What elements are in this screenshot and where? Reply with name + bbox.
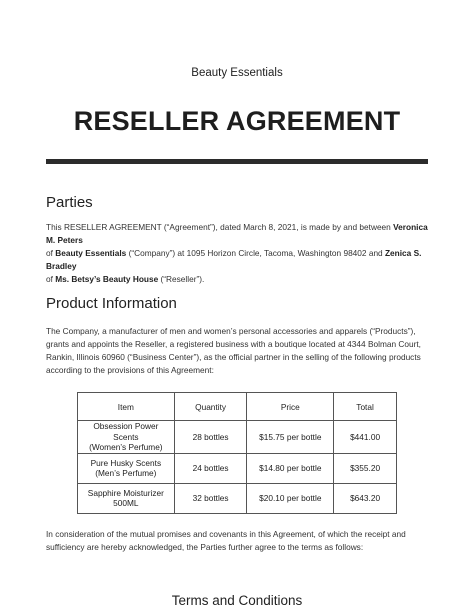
consideration-paragraph: In consideration of the mutual promises and covenants in this Agreement, of which the receipt and sufficiency are hereby acknowledged, the Parties further agree to the terms as follows: xyxy=(46,529,406,552)
terms-heading: Terms and Conditions xyxy=(171,593,303,608)
total-cell: $643.20 xyxy=(334,483,397,513)
total-cell: $355.20 xyxy=(334,453,397,483)
products-table xyxy=(77,392,397,514)
table-row xyxy=(78,453,397,483)
total-cell: $441.00 xyxy=(334,421,397,454)
parties-text-2: of xyxy=(46,248,56,258)
table-row xyxy=(78,421,397,454)
parties-heading: Parties xyxy=(46,194,93,211)
item-cell: Sapphire Moisturizer 500ML xyxy=(78,483,175,513)
partner-name: Zenica S. Bradley xyxy=(46,248,422,271)
header-price: Price xyxy=(247,393,334,421)
product-information-heading: Product Information xyxy=(46,295,177,312)
table-row xyxy=(78,483,397,513)
parties-text-3: (“Company”) at 1095 Horizon Circle, Tacoma, Washington 98402 and xyxy=(126,248,385,258)
price-cell: $14.80 per bottle xyxy=(247,453,334,483)
document-title: RESELLER AGREEMENT xyxy=(73,106,401,136)
item-cell: Pure Husky Scents (Men’s Perfume) xyxy=(78,453,175,483)
quantity-cell: 32 bottles xyxy=(174,483,247,513)
company-name: Beauty Essentials xyxy=(191,67,283,79)
product-information-paragraph: The Company, a manufacturer of men and women’s personal accessories and apparels (“Products”), grants and appoints the Reseller, a registered business with a boutique located at 4344 Bolman Court, Rankin, Illinois 60960 (“Business Center”), as the official partner in the selling of the following products according to the provisions of this Agreement: xyxy=(46,326,421,375)
parties-paragraph xyxy=(46,221,436,286)
company-name-inline: Beauty Essentials xyxy=(55,248,127,258)
quantity-cell: 24 bottles xyxy=(174,453,247,483)
header-quantity: Quantity xyxy=(174,393,247,421)
price-cell: $15.75 per bottle xyxy=(247,421,334,454)
reseller-name: Veronica M. Peters xyxy=(46,222,428,245)
title-divider xyxy=(46,159,428,164)
price-cell: $20.10 per bottle xyxy=(247,483,334,513)
table-header-row xyxy=(78,393,397,421)
item-cell: Obsession Power Scents (Women’s Perfume) xyxy=(78,421,175,454)
partner-business: Ms. Betsy’s Beauty House xyxy=(55,274,159,284)
header-item: Item xyxy=(78,393,175,421)
header-total: Total xyxy=(334,393,397,421)
parties-text-1: This RESELLER AGREEMENT (“Agreement”), dated March 8, 2021, is made by and between xyxy=(46,222,394,232)
parties-text-5: (“Reseller”). xyxy=(158,274,205,284)
parties-text-4: of xyxy=(46,274,56,284)
quantity-cell: 28 bottles xyxy=(174,421,247,454)
